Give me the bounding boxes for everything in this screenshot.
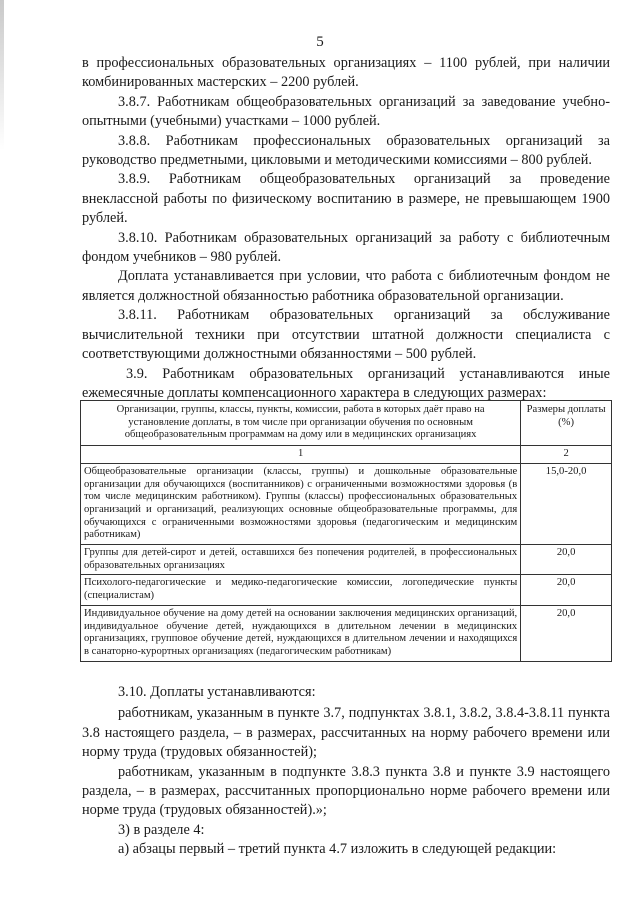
paragraph-3-10-first: работникам, указанным в пункте 3.7, подпунктах 3.8.1, 3.8.2, 3.8.4-3.8.11 пункта 3.8 настоящего раздела, – в размерах, рассчитанных на норму рабочего времени или норму труда (трудовых обязанностей); <box>82 705 610 761</box>
paragraph-3-8-8: 3.8.8. Работникам профессиональных образовательных организаций за руководство предметными, цикловыми и методическими комиссиями – 800 рублей. <box>82 132 610 169</box>
scan-edge-shadow <box>0 0 4 150</box>
table-row <box>81 545 612 575</box>
paragraph-3-9: 3.9. Работникам образовательных организаций устанавливаются иные ежемесячные доплаты компенсационного характера в следующих размерах: <box>82 365 610 401</box>
paragraph-3-10-second: работникам, указанным в подпункте 3.8.3 пункта 3.8 и пункте 3.9 настоящего раздела, – в размерах, рассчитанных пропорционально норме рабочего времени или норме труда (трудовых обязанностей).»; <box>82 763 610 819</box>
paragraph-3-8-10: 3.8.10. Работникам образовательных организаций за работу с библиотечным фондом учебников – 980 рублей. <box>82 229 610 266</box>
table-cell-value: 20,0 <box>521 605 612 661</box>
table-cell-value: 20,0 <box>521 575 612 605</box>
table-cell-value: 20,0 <box>521 545 612 575</box>
paragraph-section-4: 3) в разделе 4: <box>118 821 205 838</box>
table-cell-value: 15,0-20,0 <box>521 463 612 544</box>
table-row <box>81 605 612 661</box>
column-number-2: 2 <box>521 446 612 464</box>
paragraph-3-8-11: 3.8.11. Работникам образовательных организаций за обслуживание вычислительной техники при отсутствии штатной должности специалиста с соответствующими должностными обязанностями – 500 рублей. <box>82 307 610 363</box>
table-cell-text: Группы для детей-сирот и детей, оставшихся без попечения родителей, в профессиональных образовательных организациях <box>81 545 521 575</box>
table-header-organizations: Организации, группы, классы, пункты, комиссии, работа в которых даёт право на установление доплаты, в том числе при организации обучения по основным общеобразовательным программам на дому или в медицинских организациях <box>81 401 521 446</box>
table-column-number-row <box>81 446 612 464</box>
paragraph-library-condition: Доплата устанавливается при условии, что работа с библиотечным фондом не является должностной обязанностью работника образовательной организации. <box>82 268 610 304</box>
paragraph-3-10-heading: 3.10. Доплаты устанавливаются: <box>118 684 316 700</box>
paragraph-3-8-9: 3.8.9. Работникам общеобразовательных организаций за проведение внеклассной работы по физическому воспитанию в размере, не превышающем 1900 рублей. <box>82 171 610 227</box>
table-header-row <box>81 401 612 446</box>
table-row <box>81 575 612 605</box>
paragraph-continuation: в профессиональных образовательных организациях – 1100 рублей, при наличии комбинированных мастерских – 2200 рублей. <box>82 55 610 91</box>
column-number-1: 1 <box>81 446 521 464</box>
body-text-top <box>82 54 610 403</box>
paragraph-4-7-edit: а) абзацы первый – третий пункта 4.7 изложить в следующей редакции: <box>118 841 557 858</box>
allowance-rates-table <box>80 400 612 662</box>
table-cell-text: Общеобразовательные организации (классы, группы) и дошкольные образовательные организации для обучающихся (воспитанников) с ограниченными возможностями здоровья (в том числе медицинским работником). Группы (классы) профессиональных образовательных организаций и организаций, реализующих основные общеобразовательные программы, для обучающихся с ограниченными возможностями здоровья (педагогическим и медицинским работникам) <box>81 463 521 544</box>
table-header-rates: Размеры доплаты (%) <box>521 401 612 446</box>
table-cell-text: Индивидуальное обучение на дому детей на основании заключения медицинских организаций, индивидуальное обучение детей, нуждающихся в длительном лечении в медицинских организациях, групповое обучение детей, нуждающихся в длительном лечении и находящихся в санаторно-курортных организациях (педагогическим работникам) <box>81 605 521 661</box>
page-number: 5 <box>316 34 324 50</box>
body-text-bottom <box>82 683 610 860</box>
table-cell-text: Психолого-педагогические и медико-педагогические комиссии, логопедические пункты (специалистам) <box>81 575 521 605</box>
table-row <box>81 463 612 544</box>
paragraph-3-8-7: 3.8.7. Работникам общеобразовательных организаций за заведование учебно-опытными (учебными) участками – 1000 рублей. <box>82 93 610 130</box>
